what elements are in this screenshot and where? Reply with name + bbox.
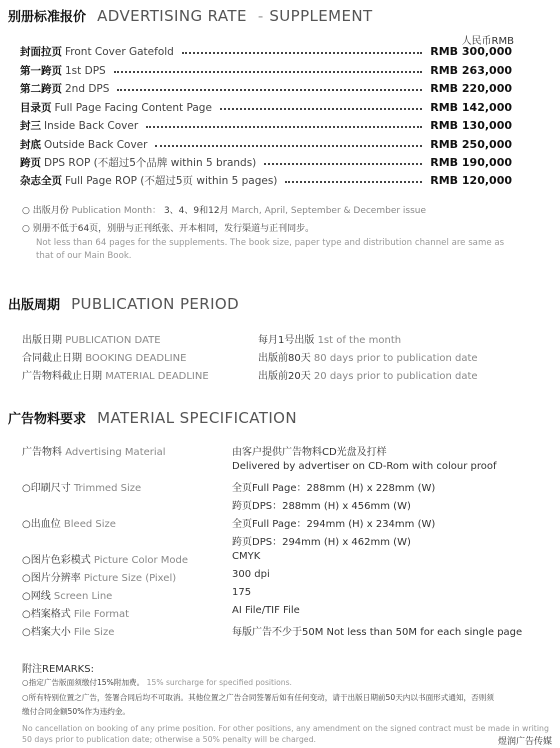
rate-desc: Outside Back Cover bbox=[44, 138, 148, 151]
material-value: Delivered by advertiser on CD-Rom with colour proof bbox=[232, 461, 497, 472]
material-value: AI File/TIF File bbox=[232, 605, 300, 616]
remark-line: ○指定广告版面须缴付15%附加费。 15% surcharge for specified positions. bbox=[22, 678, 292, 687]
publication-month-note bbox=[22, 203, 426, 216]
material-value: 全页Full Page：288mm (H) x 228mm (W) bbox=[232, 483, 436, 494]
publication-value: 出版前80天 80 days prior to publication date bbox=[258, 353, 478, 364]
material-value: 175 bbox=[232, 587, 252, 598]
advertising-title-cn: 别册标准报价 bbox=[8, 10, 87, 25]
rate-price: RMB 130,000 bbox=[430, 119, 512, 132]
rate-name: 杂志全页 bbox=[20, 175, 62, 187]
material-key: ○图片色彩模式 Picture Color Mode bbox=[22, 555, 189, 566]
rate-price: RMB 300,000 bbox=[430, 45, 512, 58]
remark-en: No cancellation on booking of any prime position. For other positions, any amendment on the signed contract must be made in writing 50 days prior to publication date; otherwise a 50% penalty will be charged. bbox=[22, 724, 549, 744]
material-key: ○档案格式 File Format bbox=[22, 609, 130, 620]
advertising-title-en: ADVERTISING RATE bbox=[97, 7, 247, 25]
material-value: 由客户提供广告物料CD光盘及打样 bbox=[232, 447, 387, 458]
footer-brand: 煜润广告传媒 bbox=[497, 737, 552, 747]
material-title-en: MATERIAL SPECIFICATION bbox=[97, 409, 297, 427]
rate-price: RMB 190,000 bbox=[430, 156, 512, 169]
note-cn: ○ 出版月份 bbox=[22, 206, 69, 216]
rate-price: RMB 263,000 bbox=[430, 64, 512, 77]
material-spec-title bbox=[8, 408, 297, 427]
publication-value: 出版前20天 20 days prior to publication date bbox=[258, 371, 478, 382]
material-value: 跨页DPS：294mm (H) x 462mm (W) bbox=[232, 537, 411, 548]
rate-desc: 1st DPS bbox=[65, 64, 106, 77]
publication-value: 每月1号出版 1st of the month bbox=[258, 335, 402, 346]
advertising-title-en2: SUPPLEMENT bbox=[269, 7, 373, 25]
leader-dots bbox=[220, 108, 422, 110]
rate-price: RMB 250,000 bbox=[430, 138, 512, 151]
publication-title-cn: 出版周期 bbox=[8, 298, 61, 313]
rate-desc: DPS ROP (不超过5个品牌 within 5 brands) bbox=[44, 157, 257, 169]
material-title-cn: 广告物料要求 bbox=[8, 412, 87, 427]
rate-desc: Front Cover Gatefold bbox=[65, 45, 174, 58]
material-key: ○档案大小 File Size bbox=[22, 627, 115, 638]
rate-name: 目录页 bbox=[20, 102, 52, 114]
rate-price: RMB 220,000 bbox=[430, 82, 512, 95]
material-value: 全页Full Page：294mm (H) x 234mm (W) bbox=[232, 519, 436, 530]
rate-row bbox=[20, 137, 512, 152]
material-value: 每版广告不少于50M Not less than 50M for each single page bbox=[232, 627, 523, 638]
publication-key: 合同截止日期 BOOKING DEADLINE bbox=[22, 353, 187, 364]
rate-desc: 2nd DPS bbox=[65, 82, 110, 95]
leader-dots bbox=[117, 89, 422, 91]
rate-row bbox=[20, 63, 512, 78]
material-value: 跨页DPS：288mm (H) x 456mm (W) bbox=[232, 501, 411, 512]
rate-name: 封三 bbox=[20, 120, 41, 132]
material-key: ○出血位 Bleed Size bbox=[22, 519, 116, 530]
rate-row bbox=[20, 173, 512, 188]
rate-name: 封面拉页 bbox=[20, 46, 62, 58]
remark-line: 缴付合同金额50%作为违约金。 bbox=[22, 707, 131, 716]
leader-dots bbox=[146, 126, 422, 128]
note-en: Publication Month： bbox=[71, 206, 162, 216]
material-key: 广告物料 Advertising Material bbox=[22, 447, 166, 458]
pages-note bbox=[22, 221, 314, 234]
title-separator: - bbox=[257, 7, 264, 25]
leader-dots bbox=[264, 163, 422, 165]
remarks-title: 附注REMARKS: bbox=[22, 664, 94, 675]
leader-dots bbox=[285, 181, 422, 183]
material-key: ○印刷尺寸 Trimmed Size bbox=[22, 483, 142, 494]
rate-name: 跨页 bbox=[20, 157, 41, 169]
note-en2: March, April, September & December issue bbox=[231, 206, 427, 216]
leader-dots bbox=[114, 71, 423, 73]
rate-name: 第一跨页 bbox=[20, 65, 62, 77]
publication-period-title bbox=[8, 294, 239, 313]
note-cn: ○ 别册不低于64页，别册与正刊纸张、开本相同，发行渠道与正刊同步。 bbox=[22, 224, 315, 234]
rate-row bbox=[20, 155, 512, 170]
publication-key: 出版日期 PUBLICATION DATE bbox=[22, 335, 161, 346]
rate-row bbox=[20, 118, 512, 133]
rate-row bbox=[20, 81, 512, 96]
material-value: CMYK bbox=[232, 551, 261, 562]
advertising-rate-title bbox=[8, 6, 373, 25]
rate-row bbox=[20, 100, 512, 115]
rate-desc: Full Page Facing Content Page bbox=[54, 101, 212, 114]
rate-price: RMB 142,000 bbox=[430, 101, 512, 114]
rate-name: 封底 bbox=[20, 139, 41, 151]
material-value: 300 dpi bbox=[232, 569, 270, 580]
leader-dots bbox=[182, 52, 422, 54]
rate-desc: Inside Back Cover bbox=[44, 119, 139, 132]
remark-line: ○所有特别位置之广告，签署合同后均不可取消。其他位置之广告合同签署后如有任何变动，请于出版日期前50天内以书面形式通知，否则须 bbox=[22, 693, 494, 702]
leader-dots bbox=[155, 145, 422, 147]
rate-desc: Full Page ROP (不超过5页 within 5 pages) bbox=[65, 175, 278, 187]
publication-key: 广告物料截止日期 MATERIAL DEADLINE bbox=[22, 371, 209, 382]
note-cn2: 3、4、9和12月 bbox=[163, 206, 229, 216]
material-key: ○网线 Screen Line bbox=[22, 591, 113, 602]
rate-name: 第二跨页 bbox=[20, 83, 62, 95]
pages-note-en: Not less than 64 pages for the supplements. The book size, paper type and distribution channel are same as that of our Main Book. bbox=[36, 238, 505, 261]
currency-label: 人民币RMB bbox=[461, 36, 514, 47]
publication-title-en: PUBLICATION PERIOD bbox=[71, 295, 240, 313]
material-key: ○图片分辨率 Picture Size (Pixel) bbox=[22, 573, 177, 584]
rate-price: RMB 120,000 bbox=[430, 174, 512, 187]
rate-row bbox=[20, 44, 512, 59]
